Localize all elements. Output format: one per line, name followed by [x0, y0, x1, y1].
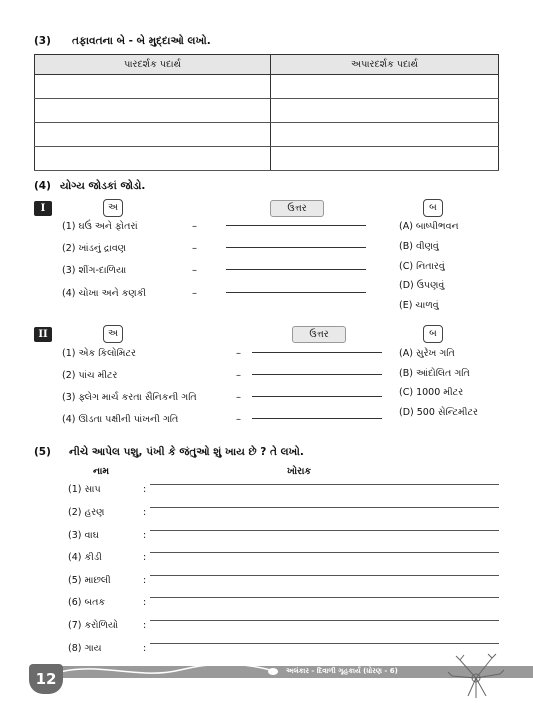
part1-dash: –: [192, 265, 197, 276]
footer-squiggle: [60, 660, 280, 682]
answer-cell[interactable]: [35, 147, 271, 171]
part1-answer-line[interactable]: [226, 247, 366, 248]
q5-item-label: (6) બતક: [68, 597, 106, 608]
part1-col-b-header: બ: [423, 199, 443, 217]
answer-cell[interactable]: [271, 99, 499, 123]
part1-dash: –: [192, 288, 197, 299]
q4-number: (4): [34, 180, 51, 192]
part2-left-item: (1) એક કિલોમિટર: [62, 348, 136, 359]
q5-answer-line[interactable]: [150, 507, 499, 508]
part1-answer-line[interactable]: [226, 292, 366, 293]
part2-left-item: (2) પાંચ મીટર: [62, 370, 118, 381]
speech-bubble-icon: [268, 668, 278, 675]
q5-answer-line[interactable]: [150, 597, 499, 598]
part2-dash: –: [236, 414, 241, 425]
q5-answer-line[interactable]: [150, 552, 499, 553]
part1-answer-line[interactable]: [226, 269, 366, 270]
part1-left-item: (4) ચોખા અને કણકી: [62, 288, 147, 299]
page-number: 12: [29, 664, 63, 694]
part1-left-item: (3) શીંગ-દાળિયા: [62, 265, 127, 276]
part1-col-a-header: અ: [103, 199, 123, 217]
part1-left-item: (2) ખાંડનું દ્રાવણ: [62, 243, 127, 254]
table-row: [35, 147, 499, 171]
part2-right-item: (B) આંદોલિત ગતિ: [399, 368, 470, 379]
part1-right-item: (D) ઉપણવું: [399, 280, 445, 291]
flower-doodle-icon: [446, 652, 506, 700]
q5-colon: :: [143, 484, 147, 495]
q3-number: (3): [34, 35, 51, 47]
footer-book-title: અલંકાર - દિવાળી ગૃહકાર્ય (ધોરણ - 6): [286, 667, 398, 675]
part1-answer-header: ઉત્તર: [270, 200, 324, 217]
part2-dash: –: [236, 370, 241, 381]
q5-answer-line[interactable]: [150, 530, 499, 531]
q5-colon: :: [143, 552, 147, 563]
q4-title: યોગ્ય જોડકાં જોડો.: [60, 180, 146, 192]
part2-right-item: (A) સુરેખ ગતિ: [399, 348, 455, 359]
q5-header-name: નામ: [93, 466, 110, 477]
q5-colon: :: [143, 620, 147, 631]
q5-answer-line[interactable]: [150, 643, 499, 644]
q5-colon: :: [143, 530, 147, 541]
table-row: [35, 99, 499, 123]
part2-right-item: (D) 500 સેન્ટિમીટર: [399, 407, 478, 418]
q3-table: [34, 54, 499, 171]
part1-roman-badge: I: [34, 201, 52, 216]
answer-cell[interactable]: [35, 75, 271, 99]
q5-item-label: (8) ગાય: [68, 643, 102, 654]
part2-col-b-header: બ: [423, 325, 443, 343]
part1-answer-line[interactable]: [226, 225, 366, 226]
answer-cell[interactable]: [271, 75, 499, 99]
q3-title: તફાવતના બે - બે મુદ્દાઓ લખો.: [72, 35, 211, 47]
q5-number: (5): [34, 446, 51, 458]
part2-answer-line[interactable]: [252, 352, 382, 353]
part1-right-item: (E) ચાળવું: [399, 300, 439, 311]
q5-item-label: (3) વાઘ: [68, 530, 99, 541]
part1-right-item: (A) બાષ્પીભવન: [399, 221, 459, 232]
q5-colon: :: [143, 597, 147, 608]
answer-cell[interactable]: [271, 147, 499, 171]
part1-dash: –: [192, 221, 197, 232]
q5-answer-line[interactable]: [150, 575, 499, 576]
part1-left-item: (1) ઘઉં અને ફોતરાં: [62, 221, 138, 232]
part2-col-a-header: અ: [103, 325, 123, 343]
part2-answer-header: ઉત્તર: [292, 326, 346, 343]
q5-header-food: ખોરાક: [287, 466, 312, 477]
answer-cell[interactable]: [35, 123, 271, 147]
part1-right-item: (C) નિતારવું: [399, 261, 445, 272]
part2-roman-badge: II: [34, 327, 52, 342]
answer-cell[interactable]: [35, 99, 271, 123]
q5-title: નીચે આપેલ પશુ, પંખી કે જંતુઓ શું ખાય છે ? તે લખો.: [69, 446, 304, 458]
part2-right-item: (C) 1000 મીટર: [399, 387, 464, 398]
q5-answer-line[interactable]: [150, 484, 499, 485]
q5-item-label: (2) હરણ: [68, 507, 105, 518]
part2-dash: –: [236, 348, 241, 359]
part2-answer-line[interactable]: [252, 374, 382, 375]
table-row: [35, 75, 499, 99]
part2-dash: –: [236, 392, 241, 403]
part2-left-item: (3) ફ્લેગ માર્ચ કરતા સૈનિકની ગતિ: [62, 392, 197, 403]
q3-col-transparent: પારદર્શક પદાર્થ: [35, 55, 271, 75]
part1-dash: –: [192, 243, 197, 254]
q3-col-opaque: અપારદર્શક પદાર્થ: [271, 55, 499, 75]
q5-colon: :: [143, 575, 147, 586]
q5-colon: :: [143, 643, 147, 654]
q5-answer-line[interactable]: [150, 620, 499, 621]
part2-answer-line[interactable]: [252, 396, 382, 397]
table-row: [35, 123, 499, 147]
part1-right-item: (B) વીણવું: [399, 241, 439, 252]
q5-item-label: (5) માછલી: [68, 575, 111, 586]
q5-item-label: (1) સાપ: [68, 484, 101, 495]
q3-table-header: [35, 55, 499, 75]
q5-item-label: (7) કરોળિયો: [68, 620, 119, 631]
q5-item-label: (4) કીડી: [68, 552, 102, 563]
part2-answer-line[interactable]: [252, 418, 382, 419]
q5-colon: :: [143, 507, 147, 518]
answer-cell[interactable]: [271, 123, 499, 147]
part2-left-item: (4) ઊડતા પક્ષીની પાંખની ગતિ: [62, 414, 179, 425]
